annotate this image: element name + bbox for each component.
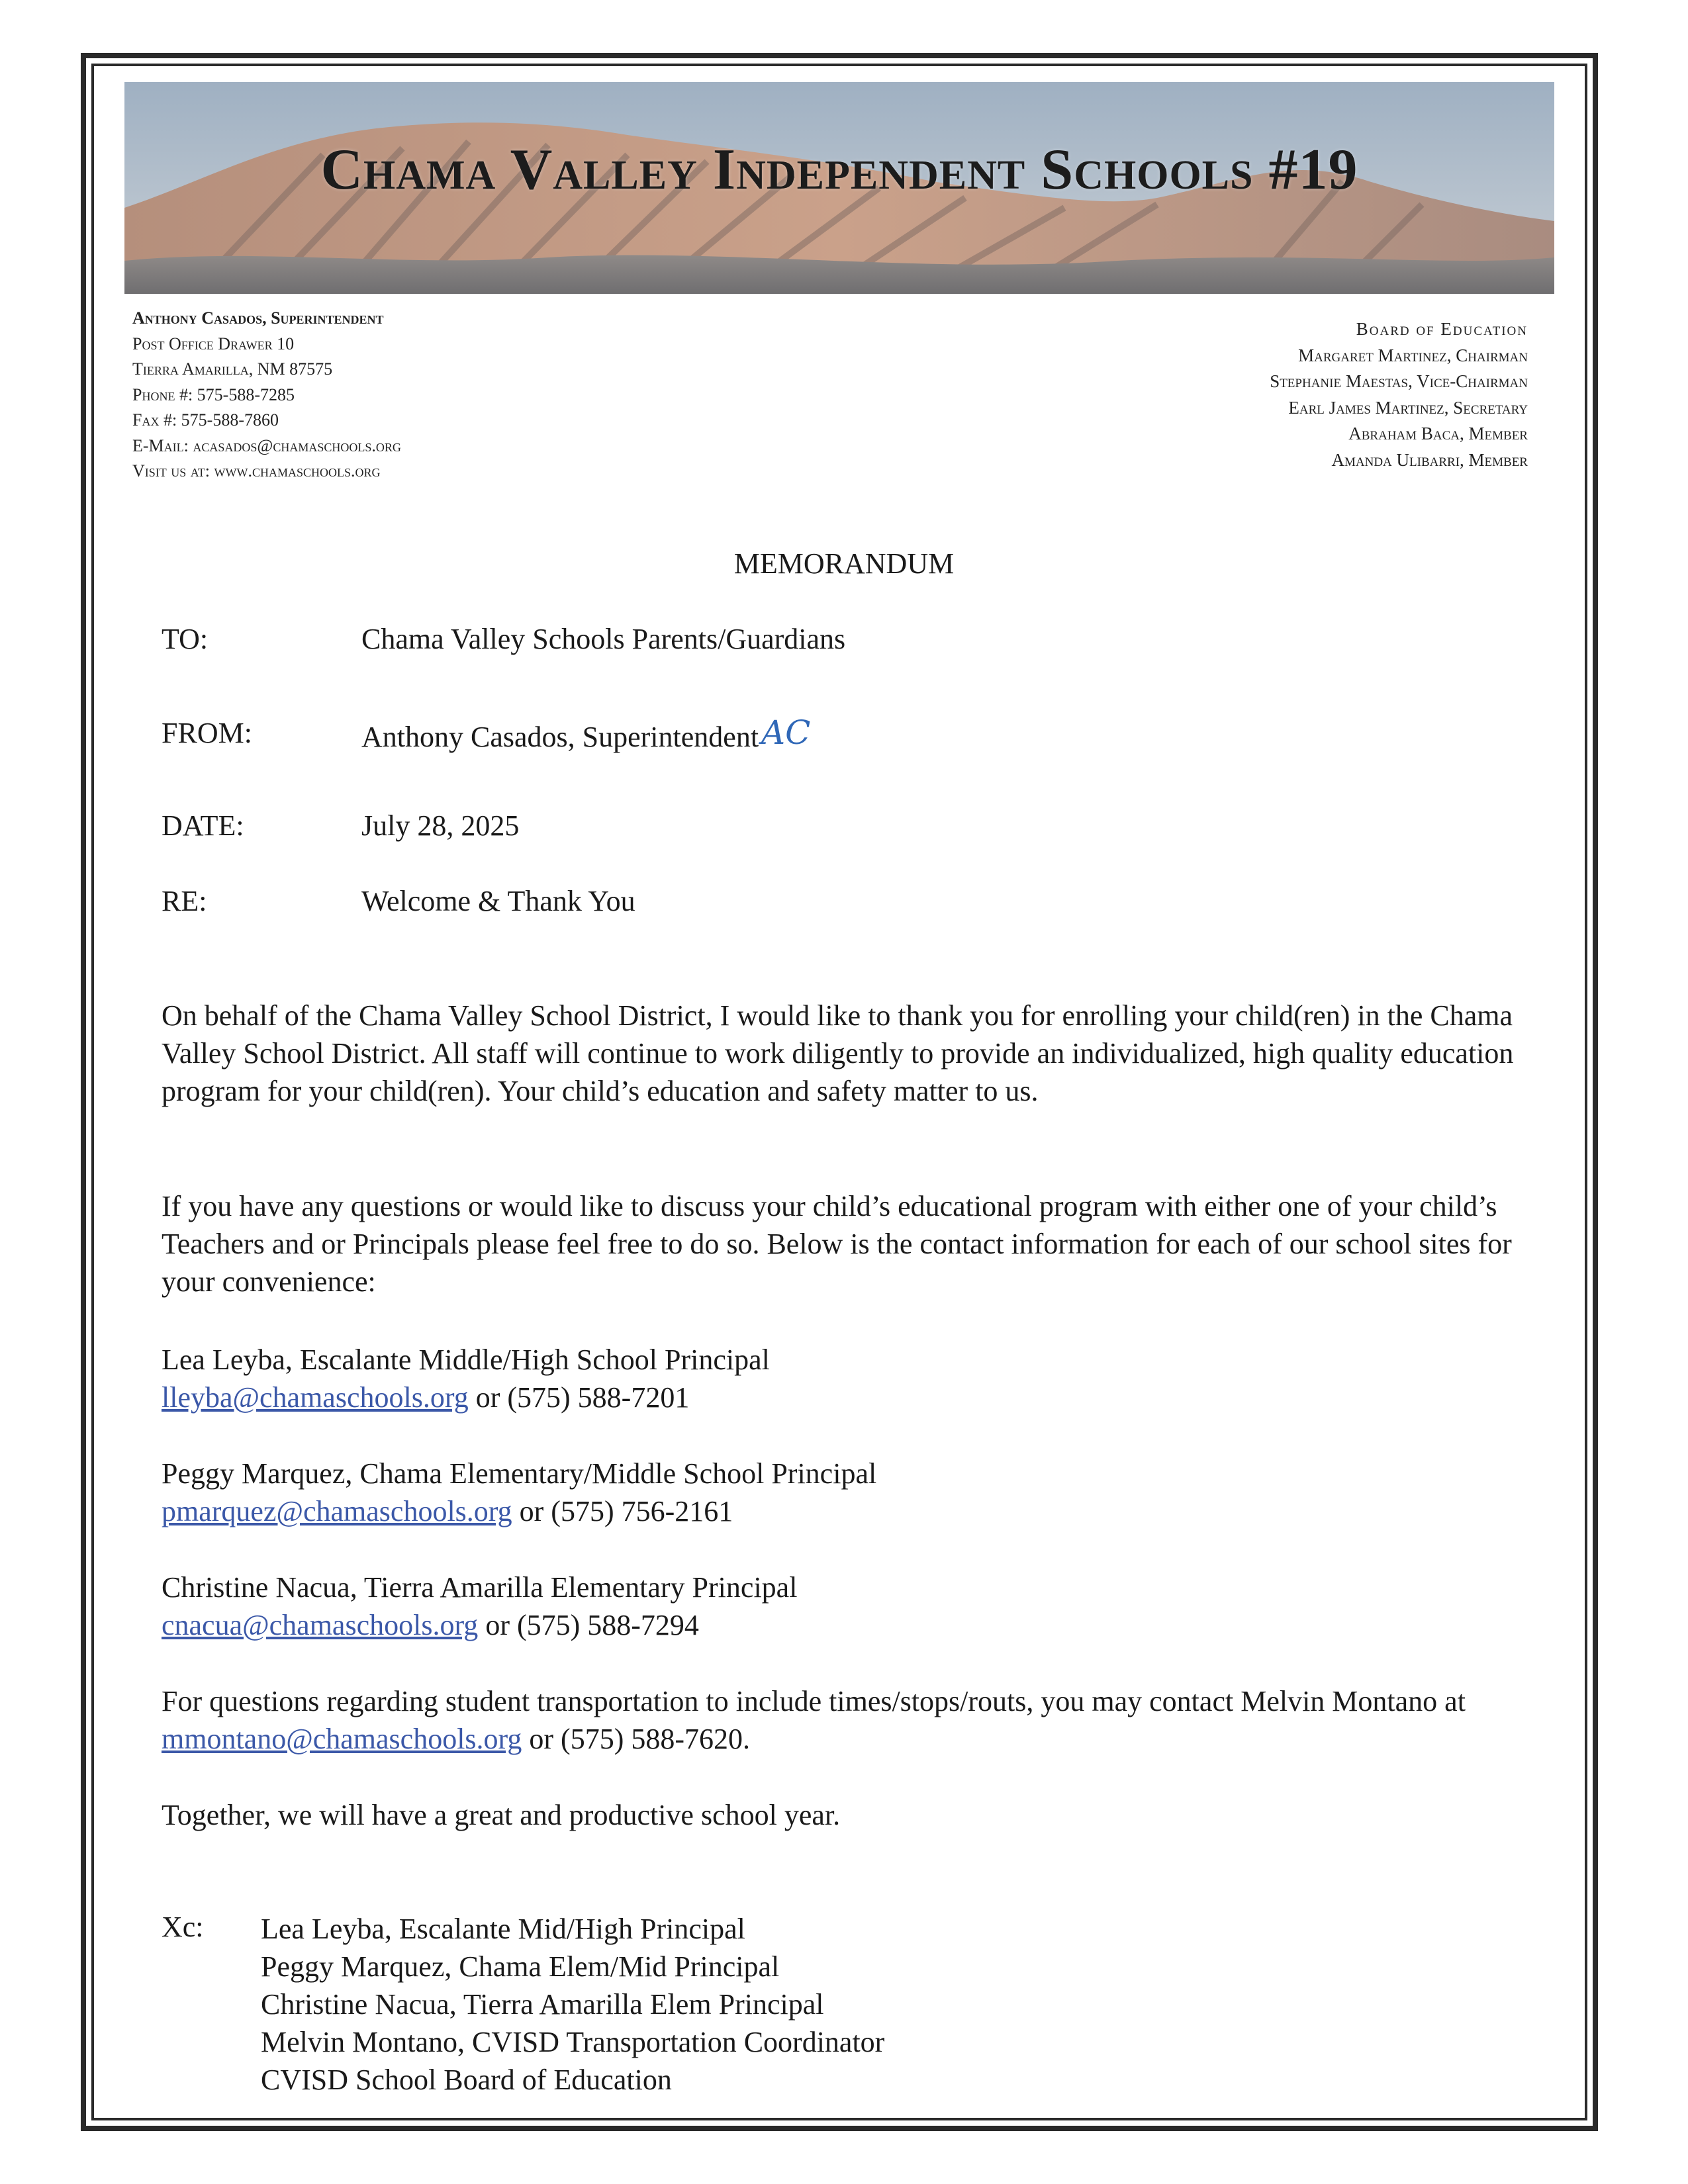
paragraph-text: On behalf of the Chama Valley School District, I would like to thank you for enrolling your child(ren) in the Chama Valley School District. All staff will continue to work diligently to provide an individualized, high quality education program for your child(ren). Your child’s education and safety matter to us. <box>162 999 1514 1107</box>
contact-entry <box>162 1341 1532 1416</box>
xc-recipient: Peggy Marquez, Chama Elem/Mid Principal <box>261 1950 780 1983</box>
xc-label: Xc: <box>162 1911 204 1943</box>
xc-recipient: Christine Nacua, Tierra Amarilla Elem Principal <box>261 1988 824 2021</box>
contact-phone: or (575) 756-2161 <box>512 1495 733 1527</box>
to-label: TO: <box>162 623 209 655</box>
board-member: Stephanie Maestas, Vice-Chairman <box>1270 371 1528 391</box>
date-value: July 28, 2025 <box>361 809 520 842</box>
superintendent-name: Anthony Casados, Superintendent <box>132 308 384 328</box>
paragraph-text: If you have any questions or would like to discuss your child’s educational program with either one of your child’s Teachers and or Principals please feel free to do so. Below is the contact information for each of our school sites for your convenience: <box>162 1190 1512 1298</box>
address-line-2: Tierra Amarilla, NM 87575 <box>132 359 333 379</box>
transport-phone: or (575) 588-7620. <box>522 1723 751 1755</box>
contact-phone: or (575) 588-7201 <box>468 1381 690 1414</box>
board-member: Amanda Ulibarri, Member <box>1331 449 1528 470</box>
transport-text: For questions regarding student transportation to include times/stops/routs, you may contact Melvin Montano at <box>162 1685 1466 1717</box>
contact-email-link[interactable]: lleyba@chamaschools.org <box>162 1381 469 1414</box>
address-line-1: Post Office Drawer 10 <box>132 334 295 353</box>
xc-recipient: Melvin Montano, CVISD Transportation Coordinator <box>261 2026 885 2058</box>
contact-email-link[interactable]: cnacua@chamaschools.org <box>162 1609 479 1641</box>
email-address: E-Mail: acasados@chamaschools.org <box>132 435 401 455</box>
re-value: Welcome & Thank You <box>361 885 635 917</box>
memo-title: MEMORANDUM <box>733 547 955 580</box>
date-label: DATE: <box>162 809 244 842</box>
from-value-line <box>361 713 811 754</box>
from-label: FROM: <box>162 717 252 749</box>
contact-entry <box>162 1455 1532 1530</box>
contact-email-link[interactable]: pmarquez@chamaschools.org <box>162 1495 512 1527</box>
fax-number: Fax #: 575-588-7860 <box>132 410 279 430</box>
board-of-education-block <box>1270 316 1528 473</box>
from-value: Anthony Casados, Superintendent <box>361 721 759 753</box>
phone-number: Phone #: 575-588-7285 <box>132 385 295 404</box>
board-heading: Board of Education <box>1356 319 1528 339</box>
contact-name: Peggy Marquez, Chama Elementary/Middle School Principal <box>162 1457 877 1490</box>
signature-initials: AC <box>761 713 811 752</box>
memo-paragraph-2 <box>162 1187 1532 1300</box>
contact-phone: or (575) 588-7294 <box>478 1609 699 1641</box>
board-member: Abraham Baca, Member <box>1348 424 1528 443</box>
transportation-paragraph <box>162 1682 1532 1758</box>
board-member: Earl James Martinez, Secretary <box>1288 397 1528 418</box>
closing-paragraph <box>162 1796 1532 1834</box>
xc-recipient: CVISD School Board of Education <box>261 2064 672 2096</box>
contact-name: Christine Nacua, Tierra Amarilla Elementary Principal <box>162 1571 798 1604</box>
xc-recipient: Lea Leyba, Escalante Mid/High Principal <box>261 1913 745 1945</box>
district-title: Chama Valley Independent Schools #19 <box>320 138 1358 202</box>
contact-name: Lea Leyba, Escalante Middle/High School Principal <box>162 1343 770 1376</box>
memo-paragraph-1 <box>162 997 1532 1110</box>
website: Visit us at: www.chamaschools.org <box>132 461 381 480</box>
to-value: Chama Valley Schools Parents/Guardians <box>361 623 846 655</box>
transport-email-link[interactable]: mmontano@chamaschools.org <box>162 1723 522 1755</box>
closing-text: Together, we will have a great and productive school year. <box>162 1799 841 1831</box>
re-label: RE: <box>162 885 207 917</box>
letterhead-banner <box>124 82 1554 294</box>
contact-entry <box>162 1569 1532 1644</box>
superintendent-contact-block <box>132 306 401 484</box>
xc-recipient-list <box>261 1910 884 2099</box>
board-member: Margaret Martinez, Chairman <box>1298 345 1528 365</box>
